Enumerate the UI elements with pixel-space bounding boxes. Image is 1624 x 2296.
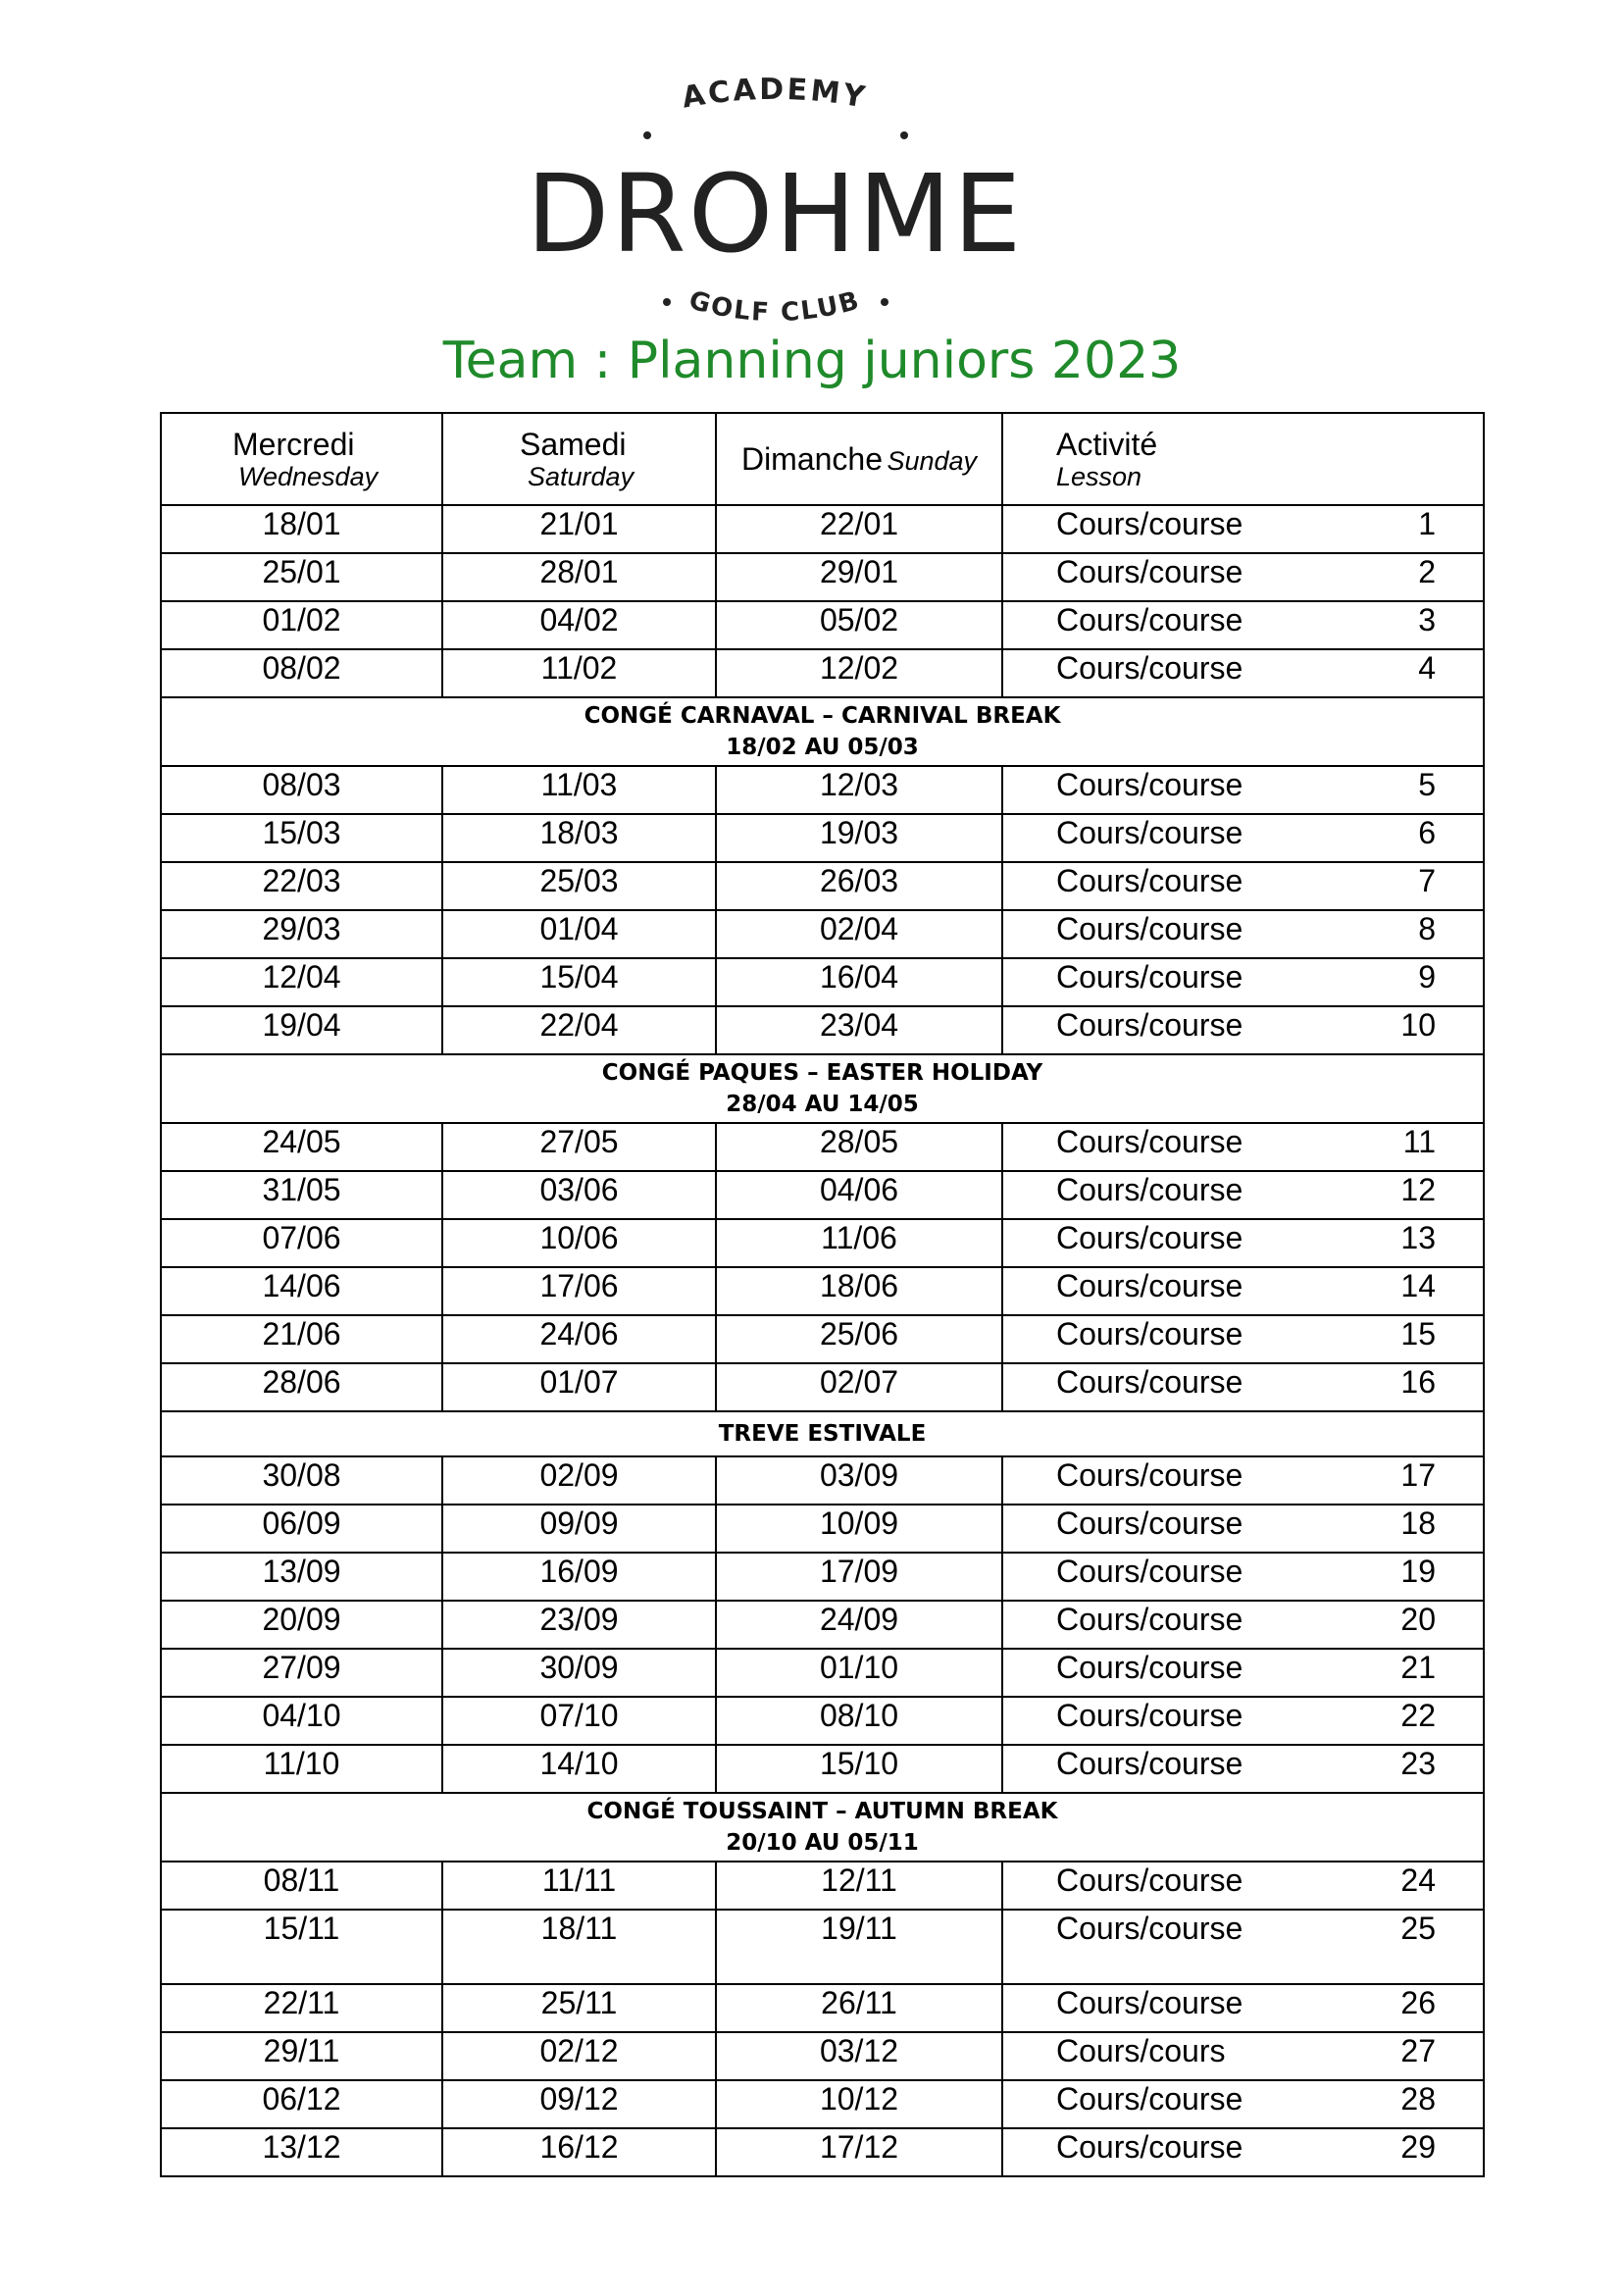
wednesday-date: 15/11 <box>161 1910 442 1984</box>
wednesday-date: 25/01 <box>161 553 442 601</box>
lesson-row <box>161 862 1484 910</box>
activity-label: Cours/course <box>1056 1220 1243 1255</box>
break-row <box>161 1793 1484 1862</box>
wednesday-date: 15/03 <box>161 814 442 862</box>
sunday-date: 10/09 <box>716 1505 1002 1553</box>
lesson-number: 7 <box>1418 863 1436 898</box>
lesson-number: 8 <box>1418 911 1436 946</box>
saturday-date: 24/06 <box>442 1315 716 1363</box>
lesson-number: 27 <box>1400 2033 1436 2068</box>
activity-cell <box>1002 1697 1484 1745</box>
activity-cell <box>1002 1006 1484 1054</box>
wednesday-date: 04/10 <box>161 1697 442 1745</box>
lesson-number: 17 <box>1400 1457 1436 1493</box>
activity-label: Cours/course <box>1056 2129 1243 2165</box>
wednesday-date: 08/11 <box>161 1862 442 1910</box>
sunday-date: 12/03 <box>716 766 1002 814</box>
lesson-row <box>161 1267 1484 1315</box>
sunday-date: 01/10 <box>716 1649 1002 1697</box>
lesson-number: 23 <box>1400 1746 1436 1781</box>
saturday-date: 04/02 <box>442 601 716 649</box>
saturday-date: 18/03 <box>442 814 716 862</box>
lesson-number: 2 <box>1418 554 1436 589</box>
lesson-number: 15 <box>1400 1316 1436 1352</box>
activity-cell <box>1002 505 1484 553</box>
activity-label: Cours/course <box>1056 1746 1243 1781</box>
lesson-row <box>161 1862 1484 1910</box>
lesson-row <box>161 505 1484 553</box>
activity-label: Cours/course <box>1056 1602 1243 1637</box>
activity-cell <box>1002 2128 1484 2176</box>
lesson-row <box>161 1363 1484 1411</box>
planning-table <box>160 412 1485 2177</box>
saturday-date: 14/10 <box>442 1745 716 1793</box>
lesson-row <box>161 1984 1484 2032</box>
saturday-date: 11/03 <box>442 766 716 814</box>
saturday-date: 30/09 <box>442 1649 716 1697</box>
lesson-row <box>161 553 1484 601</box>
activity-cell <box>1002 1553 1484 1601</box>
lesson-number: 19 <box>1400 1554 1436 1589</box>
saturday-date: 11/11 <box>442 1862 716 1910</box>
sunday-date: 19/11 <box>716 1910 1002 1984</box>
saturday-date: 16/09 <box>442 1553 716 1601</box>
header-activity <box>1002 413 1484 505</box>
sunday-date: 18/06 <box>716 1267 1002 1315</box>
header-saturday <box>442 413 716 505</box>
lesson-row <box>161 2080 1484 2128</box>
lesson-row <box>161 958 1484 1006</box>
activity-cell <box>1002 1505 1484 1553</box>
saturday-date: 10/06 <box>442 1219 716 1267</box>
lesson-number: 13 <box>1400 1220 1436 1255</box>
lesson-row <box>161 1601 1484 1649</box>
break-row <box>161 1054 1484 1123</box>
table-header-row <box>161 413 1484 505</box>
sunday-date: 17/09 <box>716 1553 1002 1601</box>
lesson-row <box>161 814 1484 862</box>
saturday-date: 07/10 <box>442 1697 716 1745</box>
wednesday-date: 22/11 <box>161 1984 442 2032</box>
wednesday-date: 29/11 <box>161 2032 442 2080</box>
break-cell <box>161 1054 1484 1123</box>
lesson-row <box>161 2032 1484 2080</box>
activity-cell <box>1002 1171 1484 1219</box>
lesson-row <box>161 1171 1484 1219</box>
wednesday-date: 13/12 <box>161 2128 442 2176</box>
header-wednesday-sub: Wednesday <box>238 461 379 491</box>
sunday-date: 16/04 <box>716 958 1002 1006</box>
lesson-number: 5 <box>1418 767 1436 802</box>
saturday-date: 25/11 <box>442 1984 716 2032</box>
wednesday-date: 21/06 <box>161 1315 442 1363</box>
lesson-row <box>161 1649 1484 1697</box>
activity-cell <box>1002 862 1484 910</box>
wednesday-date: 08/03 <box>161 766 442 814</box>
activity-cell <box>1002 1984 1484 2032</box>
sunday-date: 23/04 <box>716 1006 1002 1054</box>
activity-label: Cours/cours <box>1056 2033 1226 2068</box>
saturday-date: 23/09 <box>442 1601 716 1649</box>
activity-label: Cours/course <box>1056 959 1243 995</box>
activity-cell <box>1002 1649 1484 1697</box>
svg-text:GOLF CLUB <box>685 285 864 328</box>
break-dates: 18/02 AU 05/03 <box>726 735 919 760</box>
lesson-number: 26 <box>1400 1985 1436 2020</box>
lesson-row <box>161 1315 1484 1363</box>
wednesday-date: 14/06 <box>161 1267 442 1315</box>
activity-cell <box>1002 1315 1484 1363</box>
saturday-date: 18/11 <box>442 1910 716 1984</box>
break-cell <box>161 697 1484 766</box>
lesson-row <box>161 601 1484 649</box>
activity-cell <box>1002 1910 1484 1984</box>
activity-cell <box>1002 766 1484 814</box>
lesson-row <box>161 2128 1484 2176</box>
lesson-number: 6 <box>1418 815 1436 850</box>
saturday-date: 02/09 <box>442 1456 716 1505</box>
saturday-date: 01/07 <box>442 1363 716 1411</box>
saturday-date: 17/06 <box>442 1267 716 1315</box>
lesson-number: 24 <box>1400 1862 1436 1898</box>
wednesday-date: 27/09 <box>161 1649 442 1697</box>
lesson-row <box>161 1745 1484 1793</box>
svg-text:ACADEMY <box>680 73 870 116</box>
break-cell <box>161 1793 1484 1862</box>
saturday-date: 21/01 <box>442 505 716 553</box>
activity-label: Cours/course <box>1056 1172 1243 1207</box>
break-cell <box>161 1411 1484 1456</box>
lesson-row <box>161 1006 1484 1054</box>
activity-label: Cours/course <box>1056 1985 1243 2020</box>
sunday-date: 04/06 <box>716 1171 1002 1219</box>
wednesday-date: 22/03 <box>161 862 442 910</box>
activity-cell <box>1002 2032 1484 2080</box>
sunday-date: 03/09 <box>716 1456 1002 1505</box>
lesson-number: 21 <box>1400 1650 1436 1685</box>
lesson-row <box>161 1697 1484 1745</box>
break-row <box>161 1411 1484 1456</box>
saturday-date: 09/09 <box>442 1505 716 1553</box>
activity-label: Cours/course <box>1056 1911 1243 1946</box>
wednesday-date: 19/04 <box>161 1006 442 1054</box>
activity-label: Cours/course <box>1056 1316 1243 1352</box>
sunday-date: 25/06 <box>716 1315 1002 1363</box>
activity-cell <box>1002 1862 1484 1910</box>
activity-cell <box>1002 601 1484 649</box>
activity-label: Cours/course <box>1056 1862 1243 1898</box>
activity-cell <box>1002 814 1484 862</box>
saturday-date: 25/03 <box>442 862 716 910</box>
lesson-number: 14 <box>1400 1268 1436 1303</box>
sunday-date: 29/01 <box>716 553 1002 601</box>
activity-label: Cours/course <box>1056 2081 1243 2117</box>
wednesday-date: 18/01 <box>161 505 442 553</box>
lesson-number: 28 <box>1400 2081 1436 2117</box>
planning-body <box>161 505 1484 2176</box>
header-activity-sub: Lesson <box>1056 461 1142 491</box>
header-activity-main: Activité <box>1056 426 1158 462</box>
activity-cell <box>1002 553 1484 601</box>
activity-cell <box>1002 1363 1484 1411</box>
page-title: Team : Planning juniors 2023 <box>442 332 1182 390</box>
lesson-row <box>161 1505 1484 1553</box>
lesson-number: 4 <box>1418 650 1436 686</box>
wednesday-date: 06/12 <box>161 2080 442 2128</box>
logo-main-text: DROHME <box>530 151 1020 277</box>
header-wednesday-main: Mercredi <box>232 426 355 462</box>
lesson-number: 11 <box>1402 1124 1436 1159</box>
wednesday-date: 11/10 <box>161 1745 442 1793</box>
lesson-number: 1 <box>1418 506 1436 541</box>
wednesday-date: 24/05 <box>161 1123 442 1171</box>
activity-label: Cours/course <box>1056 1554 1243 1589</box>
sunday-date: 19/03 <box>716 814 1002 862</box>
wednesday-date: 07/06 <box>161 1219 442 1267</box>
activity-label: Cours/course <box>1056 506 1243 541</box>
header-sunday-sub: Sunday <box>887 445 978 476</box>
saturday-date: 15/04 <box>442 958 716 1006</box>
activity-cell <box>1002 1456 1484 1505</box>
activity-label: Cours/course <box>1056 911 1243 946</box>
lesson-number: 12 <box>1400 1172 1436 1207</box>
sunday-date: 15/10 <box>716 1745 1002 1793</box>
lesson-row <box>161 766 1484 814</box>
wednesday-date: 30/08 <box>161 1456 442 1505</box>
activity-cell <box>1002 1601 1484 1649</box>
activity-label: Cours/course <box>1056 1364 1243 1400</box>
sunday-date: 02/07 <box>716 1363 1002 1411</box>
activity-label: Cours/course <box>1056 815 1243 850</box>
activity-label: Cours/course <box>1056 1007 1243 1043</box>
lesson-number: 18 <box>1400 1505 1436 1541</box>
header-saturday-sub: Saturday <box>528 461 634 491</box>
break-title: CONGÉ PAQUES – EASTER HOLIDAY <box>601 1059 1043 1086</box>
activity-cell <box>1002 1219 1484 1267</box>
saturday-date: 28/01 <box>442 553 716 601</box>
sunday-date: 10/12 <box>716 2080 1002 2128</box>
saturday-date: 02/12 <box>442 2032 716 2080</box>
saturday-date: 16/12 <box>442 2128 716 2176</box>
lesson-number: 16 <box>1400 1364 1436 1400</box>
activity-label: Cours/course <box>1056 554 1243 589</box>
sunday-date: 28/05 <box>716 1123 1002 1171</box>
lesson-row <box>161 910 1484 958</box>
logo-bottom-text: GOLF CLUB <box>685 285 864 329</box>
header-sunday <box>716 413 1002 505</box>
activity-cell <box>1002 958 1484 1006</box>
activity-cell <box>1002 1267 1484 1315</box>
sunday-date: 12/11 <box>716 1862 1002 1910</box>
activity-label: Cours/course <box>1056 1268 1243 1303</box>
saturday-date: 01/04 <box>442 910 716 958</box>
header-sunday-main: Dimanche <box>740 440 884 477</box>
activity-cell <box>1002 649 1484 697</box>
sunday-date: 08/10 <box>716 1697 1002 1745</box>
wednesday-date: 13/09 <box>161 1553 442 1601</box>
sunday-date: 17/12 <box>716 2128 1002 2176</box>
logo-top-text: ACADEMY <box>679 72 871 116</box>
sunday-date: 24/09 <box>716 1601 1002 1649</box>
wednesday-date: 28/06 <box>161 1363 442 1411</box>
activity-label: Cours/course <box>1056 767 1243 802</box>
lesson-row <box>161 1553 1484 1601</box>
lesson-row <box>161 649 1484 697</box>
saturday-date: 09/12 <box>442 2080 716 2128</box>
lesson-row <box>161 1456 1484 1505</box>
sunday-date: 26/11 <box>716 1984 1002 2032</box>
sunday-date: 05/02 <box>716 601 1002 649</box>
activity-label: Cours/course <box>1056 863 1243 898</box>
sunday-date: 22/01 <box>716 505 1002 553</box>
sunday-date: 02/04 <box>716 910 1002 958</box>
sunday-date: 11/06 <box>716 1219 1002 1267</box>
sunday-date: 26/03 <box>716 862 1002 910</box>
lesson-row <box>161 1219 1484 1267</box>
lesson-number: 29 <box>1400 2129 1436 2165</box>
activity-cell <box>1002 2080 1484 2128</box>
wednesday-date: 12/04 <box>161 958 442 1006</box>
saturday-date: 03/06 <box>442 1171 716 1219</box>
activity-cell <box>1002 1123 1484 1171</box>
wednesday-date: 31/05 <box>161 1171 442 1219</box>
lesson-number: 9 <box>1418 959 1436 995</box>
activity-label: Cours/course <box>1056 650 1243 686</box>
header-saturday-main: Samedi <box>520 426 627 462</box>
break-title: CONGÉ TOUSSAINT – AUTUMN BREAK <box>586 1798 1058 1824</box>
wednesday-date: 01/02 <box>161 601 442 649</box>
saturday-date: 11/02 <box>442 649 716 697</box>
break-title: CONGÉ CARNAVAL – CARNIVAL BREAK <box>584 702 1061 729</box>
club-logo <box>530 47 1020 332</box>
lesson-row <box>161 1910 1484 1984</box>
header-wednesday <box>161 413 442 505</box>
break-dates: 20/10 AU 05/11 <box>726 1830 919 1856</box>
activity-label: Cours/course <box>1056 1505 1243 1541</box>
lesson-row <box>161 1123 1484 1171</box>
activity-cell <box>1002 1745 1484 1793</box>
saturday-date: 27/05 <box>442 1123 716 1171</box>
wednesday-date: 29/03 <box>161 910 442 958</box>
break-row <box>161 697 1484 766</box>
activity-label: Cours/course <box>1056 602 1243 638</box>
lesson-number: 3 <box>1418 602 1436 638</box>
activity-label: Cours/course <box>1056 1650 1243 1685</box>
lesson-number: 22 <box>1400 1698 1436 1733</box>
activity-label: Cours/course <box>1056 1698 1243 1733</box>
activity-label: Cours/course <box>1056 1124 1243 1159</box>
saturday-date: 22/04 <box>442 1006 716 1054</box>
sunday-date: 12/02 <box>716 649 1002 697</box>
wednesday-date: 06/09 <box>161 1505 442 1553</box>
wednesday-date: 20/09 <box>161 1601 442 1649</box>
activity-cell <box>1002 910 1484 958</box>
wednesday-date: 08/02 <box>161 649 442 697</box>
activity-label: Cours/course <box>1056 1457 1243 1493</box>
lesson-number: 20 <box>1400 1602 1436 1637</box>
lesson-number: 10 <box>1400 1007 1436 1043</box>
break-dates: 28/04 AU 14/05 <box>726 1092 919 1117</box>
sunday-date: 03/12 <box>716 2032 1002 2080</box>
lesson-number: 25 <box>1400 1911 1436 1946</box>
break-title: TREVE ESTIVALE <box>718 1420 927 1447</box>
